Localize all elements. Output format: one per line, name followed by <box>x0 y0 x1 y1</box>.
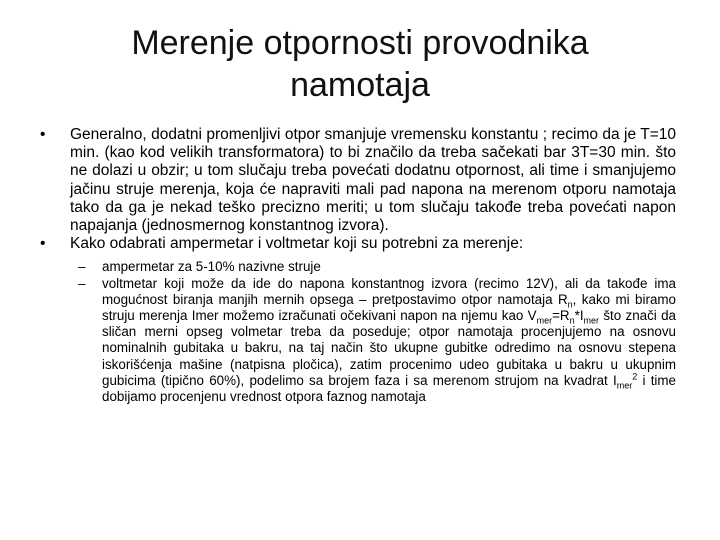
sub-list <box>36 259 676 405</box>
equation-r: =R <box>552 308 570 324</box>
slide-body <box>36 126 676 405</box>
superscript-2: 2 <box>632 371 638 382</box>
text-part: , kako mi biramo struju merenja Imer možemo izračunati očekivani napon na njemu kao V <box>102 291 676 324</box>
subscript-n: n <box>567 299 573 310</box>
bullet-marker: • <box>40 126 46 143</box>
subscript-n: n <box>569 315 575 326</box>
title-line-2: namotaja <box>290 66 430 104</box>
sub-item-ammeter <box>78 259 676 275</box>
subscript-mer: mer <box>536 315 553 326</box>
sub-item-text: ampermetar za 5-10% nazivne struje <box>102 259 321 275</box>
subscript-mer: mer <box>583 315 600 326</box>
subscript-mer: mer <box>616 380 633 391</box>
sub-item-voltmeter <box>78 276 676 406</box>
bullet-marker: • <box>40 235 46 253</box>
text-part: voltmetar koji može da ide do napona konstantnog izvora (recimo 12V), ali da takođe ima mogućnost biranja manjih mernih opsega – pretpostavimo otpor namotaja R <box>102 275 676 307</box>
equation-times: *I <box>574 308 584 324</box>
text-part: i time dobijamo procenjenu vrednost otpora faznog namotaja <box>102 372 676 405</box>
bullet-item <box>36 235 676 253</box>
bullet-text: Kako odabrati ampermetar i voltmetar koji su potrebni za merenje: <box>70 235 524 253</box>
dash-marker: – <box>78 275 86 291</box>
bullet-item <box>36 126 676 235</box>
slide-title <box>60 22 660 106</box>
title-line-1: Merenje otpornosti provodnika <box>131 24 589 62</box>
text-part: što znači da sličan merni opseg volmetar treba da poseduje; otpor namotaja procenjujemo na osnovu nominalnih gubitaka u bakru, na taj način što ukupne gubitke odredimo na osnovu stepena iskorišćenja mašine (natpisna pločica), zatim procenimo udeo gubitaka u bakru u ukupnim gubicima (tipično 60%), podelimo sa brojem faza i sa merenom strujom na kvadrat I <box>102 308 676 388</box>
bullet-text: Generalno, dodatni promenljivi otpor smanjuje vremensku konstantu ; recimo da je T=10 min. (kao kod velikih transformatora) to bi značilo da treba sačekati bar 3T=30 min. što ne dolazi u obzir; u tom slučaju treba povećati dodatnu otpornost, ali time i smanjujemo jačinu struje merenja, koja će napraviti mali pad napona na merenom otporu namotaja tako da ga je nekad teško precizno meriti; u tom slučaju takođe treba povećati napon napajanja (jednosmernog konstantnog izvora). <box>70 126 676 235</box>
dash-marker: – <box>78 259 86 275</box>
